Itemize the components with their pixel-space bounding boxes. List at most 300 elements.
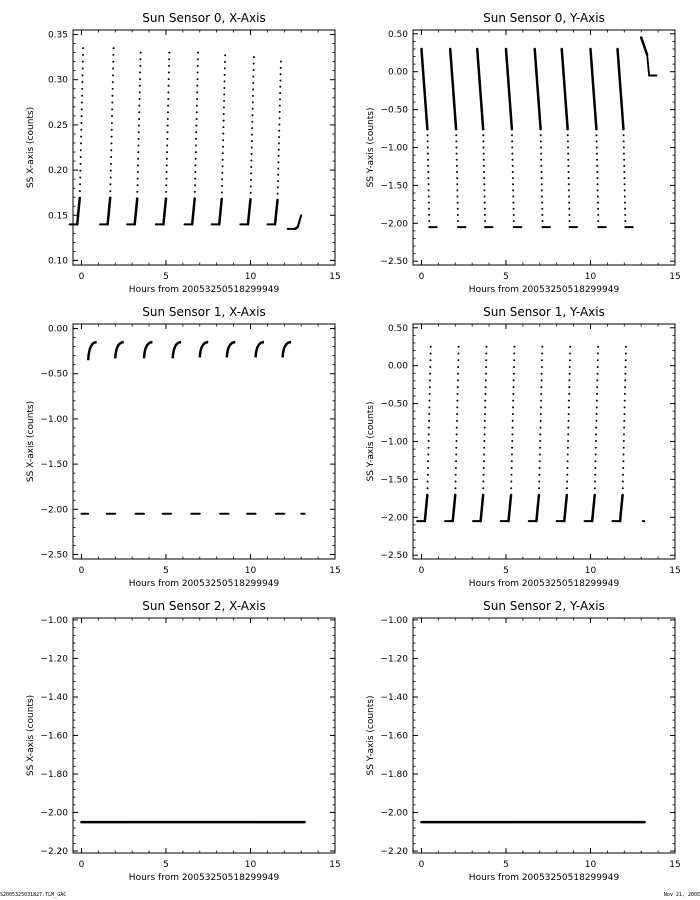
data-point: [194, 178, 196, 180]
data-point: [541, 171, 543, 173]
data-point: [625, 352, 627, 354]
data-point: [81, 81, 83, 83]
data-point: [110, 176, 112, 178]
data-point: [457, 202, 459, 204]
data-point: [251, 134, 253, 136]
data-point: [427, 159, 429, 161]
data-point: [568, 386, 570, 388]
data-point: [111, 115, 113, 117]
data-segment: [618, 49, 624, 129]
chart-title: Sun Sensor 0, Y-Axis: [483, 11, 605, 25]
data-point: [567, 440, 569, 442]
plot-frame: [413, 618, 675, 853]
data-point: [166, 151, 168, 153]
data-point: [195, 125, 197, 127]
data-point: [457, 208, 459, 210]
data-point: [511, 440, 513, 442]
data-point: [541, 373, 543, 375]
data-point: [197, 72, 199, 74]
data-point: [482, 140, 484, 142]
y-tick-label: −1.50: [380, 475, 408, 486]
y-tick-label: 0.30: [47, 75, 68, 86]
data-point: [594, 467, 596, 469]
data-point: [455, 447, 457, 449]
y-tick-label: 0.00: [387, 67, 408, 78]
data-point: [540, 165, 542, 167]
data-points: [421, 38, 656, 229]
data-arc: [115, 342, 123, 358]
data-point: [455, 454, 457, 456]
data-point: [482, 128, 484, 130]
y-axis-label: SS Y-axis (counts): [366, 107, 376, 188]
data-point: [279, 86, 281, 88]
data-point: [428, 202, 430, 204]
chart-panel-5: [366, 599, 681, 883]
y-tick-label: −1.50: [380, 181, 408, 192]
data-point: [569, 346, 571, 348]
data-point: [566, 474, 568, 476]
data-point: [484, 220, 486, 222]
x-tick-label: 15: [669, 272, 681, 282]
data-point: [222, 146, 224, 148]
data-point: [512, 427, 514, 429]
x-tick-label: 10: [244, 566, 257, 576]
data-point: [136, 191, 138, 193]
data-point: [224, 80, 226, 82]
data-point: [512, 165, 514, 167]
data-segment: [135, 199, 138, 225]
data-point: [79, 197, 81, 199]
data-point: [623, 165, 625, 167]
y-tick-label: −1.00: [40, 615, 68, 626]
data-point: [196, 98, 198, 100]
data-point: [222, 139, 224, 141]
data-point: [484, 427, 486, 429]
data-point: [538, 480, 540, 482]
data-point: [167, 131, 169, 133]
chart-panel-1: [366, 11, 681, 295]
data-point: [457, 393, 459, 395]
x-tick-label: 5: [163, 566, 169, 576]
x-tick-label: 0: [418, 860, 425, 870]
x-tick-label: 10: [244, 272, 257, 282]
data-point: [138, 125, 140, 127]
data-point: [510, 487, 512, 489]
data-point: [224, 74, 226, 76]
data-point: [456, 183, 458, 185]
data-point: [167, 118, 169, 120]
data-point: [484, 208, 486, 210]
y-tick-label: −0.50: [380, 399, 408, 410]
data-point: [168, 72, 170, 74]
data-point: [168, 78, 170, 80]
data-point: [539, 433, 541, 435]
data-arc: [144, 342, 152, 358]
chart-title: Sun Sensor 2, Y-Axis: [483, 599, 605, 613]
y-tick-label: 0.15: [47, 211, 68, 222]
data-point: [457, 214, 459, 216]
data-point: [137, 164, 139, 166]
data-point: [79, 170, 81, 172]
x-axis-label: Hours from 20053250518299949: [468, 285, 620, 295]
data-point: [595, 454, 597, 456]
data-point: [597, 183, 599, 185]
data-point: [139, 65, 141, 67]
data-point: [484, 406, 486, 408]
data-segment: [219, 199, 222, 224]
data-point: [567, 159, 569, 161]
x-tick-label: 15: [329, 566, 341, 576]
data-point: [483, 159, 485, 161]
chart-title: Sun Sensor 1, X-Axis: [142, 305, 266, 319]
data-point: [540, 420, 542, 422]
data-segment: [564, 495, 567, 521]
data-point: [456, 195, 458, 197]
x-tick-label: 10: [584, 566, 597, 576]
data-segment: [506, 49, 512, 129]
data-point: [428, 427, 430, 429]
x-tick-label: 10: [244, 860, 257, 870]
data-point: [138, 111, 140, 113]
data-point: [81, 88, 83, 90]
y-tick-label: 0.50: [387, 29, 408, 40]
data-point: [512, 393, 514, 395]
data-point: [168, 65, 170, 67]
data-point: [79, 183, 81, 185]
data-point: [139, 91, 141, 93]
y-tick-label: −1.60: [40, 731, 68, 742]
data-point: [165, 184, 167, 186]
data-point: [483, 165, 485, 167]
data-point: [511, 467, 513, 469]
data-point: [139, 78, 141, 80]
data-point: [455, 146, 457, 148]
data-point: [624, 406, 626, 408]
data-point: [568, 420, 570, 422]
data-point: [277, 167, 279, 169]
plot-frame: [73, 618, 335, 853]
data-point: [430, 352, 432, 354]
data-point: [222, 152, 224, 154]
x-tick-label: 5: [503, 272, 509, 282]
data-point: [457, 386, 459, 388]
data-point: [250, 192, 252, 194]
data-point: [113, 47, 115, 49]
data-point: [139, 58, 141, 60]
x-tick-label: 0: [78, 860, 85, 870]
data-point: [279, 98, 281, 100]
x-tick-label: 5: [163, 272, 169, 282]
data-point: [194, 171, 196, 173]
data-point: [196, 111, 198, 113]
data-point: [278, 136, 280, 138]
data-point: [251, 140, 253, 142]
data-point: [111, 102, 113, 104]
y-tick-label: −0.50: [380, 105, 408, 116]
data-point: [221, 198, 223, 200]
data-point: [194, 164, 196, 166]
data-point: [485, 379, 487, 381]
y-tick-label: 0.00: [47, 324, 68, 335]
data-point: [623, 440, 625, 442]
data-point: [166, 138, 168, 140]
data-point: [482, 494, 484, 496]
data-point: [137, 171, 139, 173]
data-point: [513, 208, 515, 210]
data-point: [541, 214, 543, 216]
data-point: [167, 98, 169, 100]
data-point: [624, 208, 626, 210]
data-point: [623, 447, 625, 449]
y-tick-label: −1.20: [380, 654, 408, 665]
data-point: [166, 144, 168, 146]
data-points: [81, 342, 304, 514]
data-point: [429, 373, 431, 375]
data-point: [597, 359, 599, 361]
y-tick-label: 0.35: [47, 30, 68, 41]
data-point: [456, 427, 458, 429]
y-axis-label: SS Y-axis (counts): [366, 401, 376, 482]
x-tick-label: 15: [669, 566, 681, 576]
data-point: [594, 480, 596, 482]
data-point: [483, 146, 485, 148]
data-point: [484, 413, 486, 415]
data-point: [486, 346, 488, 348]
data-point: [456, 171, 458, 173]
data-point: [280, 67, 282, 69]
data-point: [427, 153, 429, 155]
y-tick-label: −2.20: [380, 847, 408, 858]
data-point: [250, 172, 252, 174]
data-point: [595, 420, 597, 422]
data-point: [568, 393, 570, 395]
data-point: [568, 202, 570, 204]
data-point: [456, 189, 458, 191]
data-point: [594, 460, 596, 462]
data-point: [622, 128, 624, 130]
data-point: [138, 138, 140, 140]
data-point: [624, 379, 626, 381]
data-point: [596, 165, 598, 167]
data-point: [623, 153, 625, 155]
data-point: [568, 413, 570, 415]
data-point: [512, 386, 514, 388]
data-point: [110, 170, 112, 172]
data-point: [540, 393, 542, 395]
data-point: [455, 460, 457, 462]
data-point: [597, 202, 599, 204]
data-point: [167, 111, 169, 113]
data-point: [250, 185, 252, 187]
data-point: [455, 480, 457, 482]
data-point: [112, 68, 114, 70]
data-point: [567, 165, 569, 167]
data-point: [541, 189, 543, 191]
y-tick-label: −1.00: [380, 143, 408, 154]
data-point: [624, 202, 626, 204]
data-point: [137, 151, 139, 153]
data-point: [483, 474, 485, 476]
data-point: [456, 413, 458, 415]
data-point: [569, 220, 571, 222]
data-point: [279, 111, 281, 113]
data-point: [456, 165, 458, 167]
data-point: [623, 433, 625, 435]
data-point: [538, 487, 540, 489]
data-point: [427, 487, 429, 489]
data-point: [139, 72, 141, 74]
data-point: [539, 460, 541, 462]
data-point: [597, 208, 599, 210]
data-point: [455, 128, 457, 130]
data-point: [594, 494, 596, 496]
data-point: [137, 158, 139, 160]
data-point: [194, 191, 196, 193]
data-point: [596, 413, 598, 415]
data-segment: [536, 495, 539, 521]
data-point: [622, 460, 624, 462]
data-point: [82, 61, 84, 63]
y-tick-label: −2.50: [380, 257, 408, 268]
y-tick-label: −1.00: [380, 437, 408, 448]
data-point: [483, 183, 485, 185]
data-point: [513, 352, 515, 354]
data-point: [111, 122, 113, 124]
data-point: [251, 127, 253, 129]
data-point: [595, 447, 597, 449]
data-point: [81, 115, 83, 117]
data-point: [166, 171, 168, 173]
data-point: [253, 63, 255, 65]
data-point: [280, 61, 282, 63]
data-point: [623, 420, 625, 422]
data-point: [596, 134, 598, 136]
data-segment: [590, 49, 596, 129]
data-point: [429, 359, 431, 361]
data-point: [112, 81, 114, 83]
data-point: [540, 153, 542, 155]
y-tick-label: −2.00: [380, 219, 408, 230]
data-point: [597, 352, 599, 354]
chart-title: Sun Sensor 1, Y-Axis: [483, 305, 605, 319]
data-point: [623, 140, 625, 142]
data-point: [484, 214, 486, 216]
data-point: [429, 400, 431, 402]
data-point: [483, 447, 485, 449]
data-point: [567, 146, 569, 148]
data-point: [539, 440, 541, 442]
data-point: [456, 433, 458, 435]
data-point: [428, 183, 430, 185]
data-point: [81, 95, 83, 97]
x-axis-label: Hours from 20053250518299949: [128, 285, 280, 295]
data-point: [623, 134, 625, 136]
y-tick-label: −1.50: [40, 460, 68, 471]
data-point: [137, 144, 139, 146]
data-point: [80, 142, 82, 144]
data-point: [277, 193, 279, 195]
x-tick-label: 0: [418, 566, 425, 576]
data-point: [111, 136, 113, 138]
data-point: [112, 74, 114, 76]
data-point: [110, 163, 112, 165]
data-point: [137, 178, 139, 180]
data-point: [112, 54, 114, 56]
data-point: [623, 171, 625, 173]
data-point: [251, 147, 253, 149]
data-point: [82, 74, 84, 76]
y-axis-label: SS X-axis (counts): [26, 106, 36, 189]
data-point: [80, 156, 82, 158]
data-point: [457, 352, 459, 354]
data-point: [194, 184, 196, 186]
y-tick-label: −2.00: [380, 808, 408, 819]
data-point: [112, 88, 114, 90]
data-arc: [283, 342, 291, 357]
data-point: [300, 214, 302, 216]
data-point: [427, 460, 429, 462]
data-arc: [227, 342, 235, 357]
data-point: [140, 52, 142, 54]
data-point: [483, 460, 485, 462]
data-point: [512, 171, 514, 173]
data-point: [455, 467, 457, 469]
data-point: [483, 440, 485, 442]
data-point: [596, 406, 598, 408]
data-point: [426, 128, 428, 130]
data-point: [82, 54, 84, 56]
data-point: [541, 208, 543, 210]
x-tick-label: 10: [584, 272, 597, 282]
data-point: [567, 427, 569, 429]
data-point: [567, 460, 569, 462]
data-point: [428, 208, 430, 210]
data-point: [197, 58, 199, 60]
data-point: [511, 454, 513, 456]
data-point: [625, 346, 627, 348]
y-tick-label: −1.40: [40, 692, 68, 703]
y-tick-label: −2.00: [40, 808, 68, 819]
data-point: [139, 85, 141, 87]
data-point: [110, 142, 112, 144]
data-point: [513, 366, 515, 368]
data-point: [428, 406, 430, 408]
data-point: [482, 487, 484, 489]
data-point: [251, 153, 253, 155]
data-point: [166, 158, 168, 160]
data-point: [596, 400, 598, 402]
data-segment: [163, 199, 166, 225]
data-point: [429, 379, 431, 381]
data-point: [222, 126, 224, 128]
y-tick-label: −1.80: [380, 770, 408, 781]
data-point: [513, 373, 515, 375]
data-point: [221, 191, 223, 193]
data-point: [595, 427, 597, 429]
data-point: [250, 159, 252, 161]
data-point: [596, 386, 598, 388]
data-point: [568, 189, 570, 191]
data-point: [252, 75, 254, 77]
data-point: [624, 195, 626, 197]
data-point: [512, 406, 514, 408]
data-segment: [477, 49, 483, 129]
data-point: [250, 179, 252, 181]
data-point: [541, 202, 543, 204]
data-point: [538, 474, 540, 476]
data-point: [168, 85, 170, 87]
data-point: [456, 159, 458, 161]
